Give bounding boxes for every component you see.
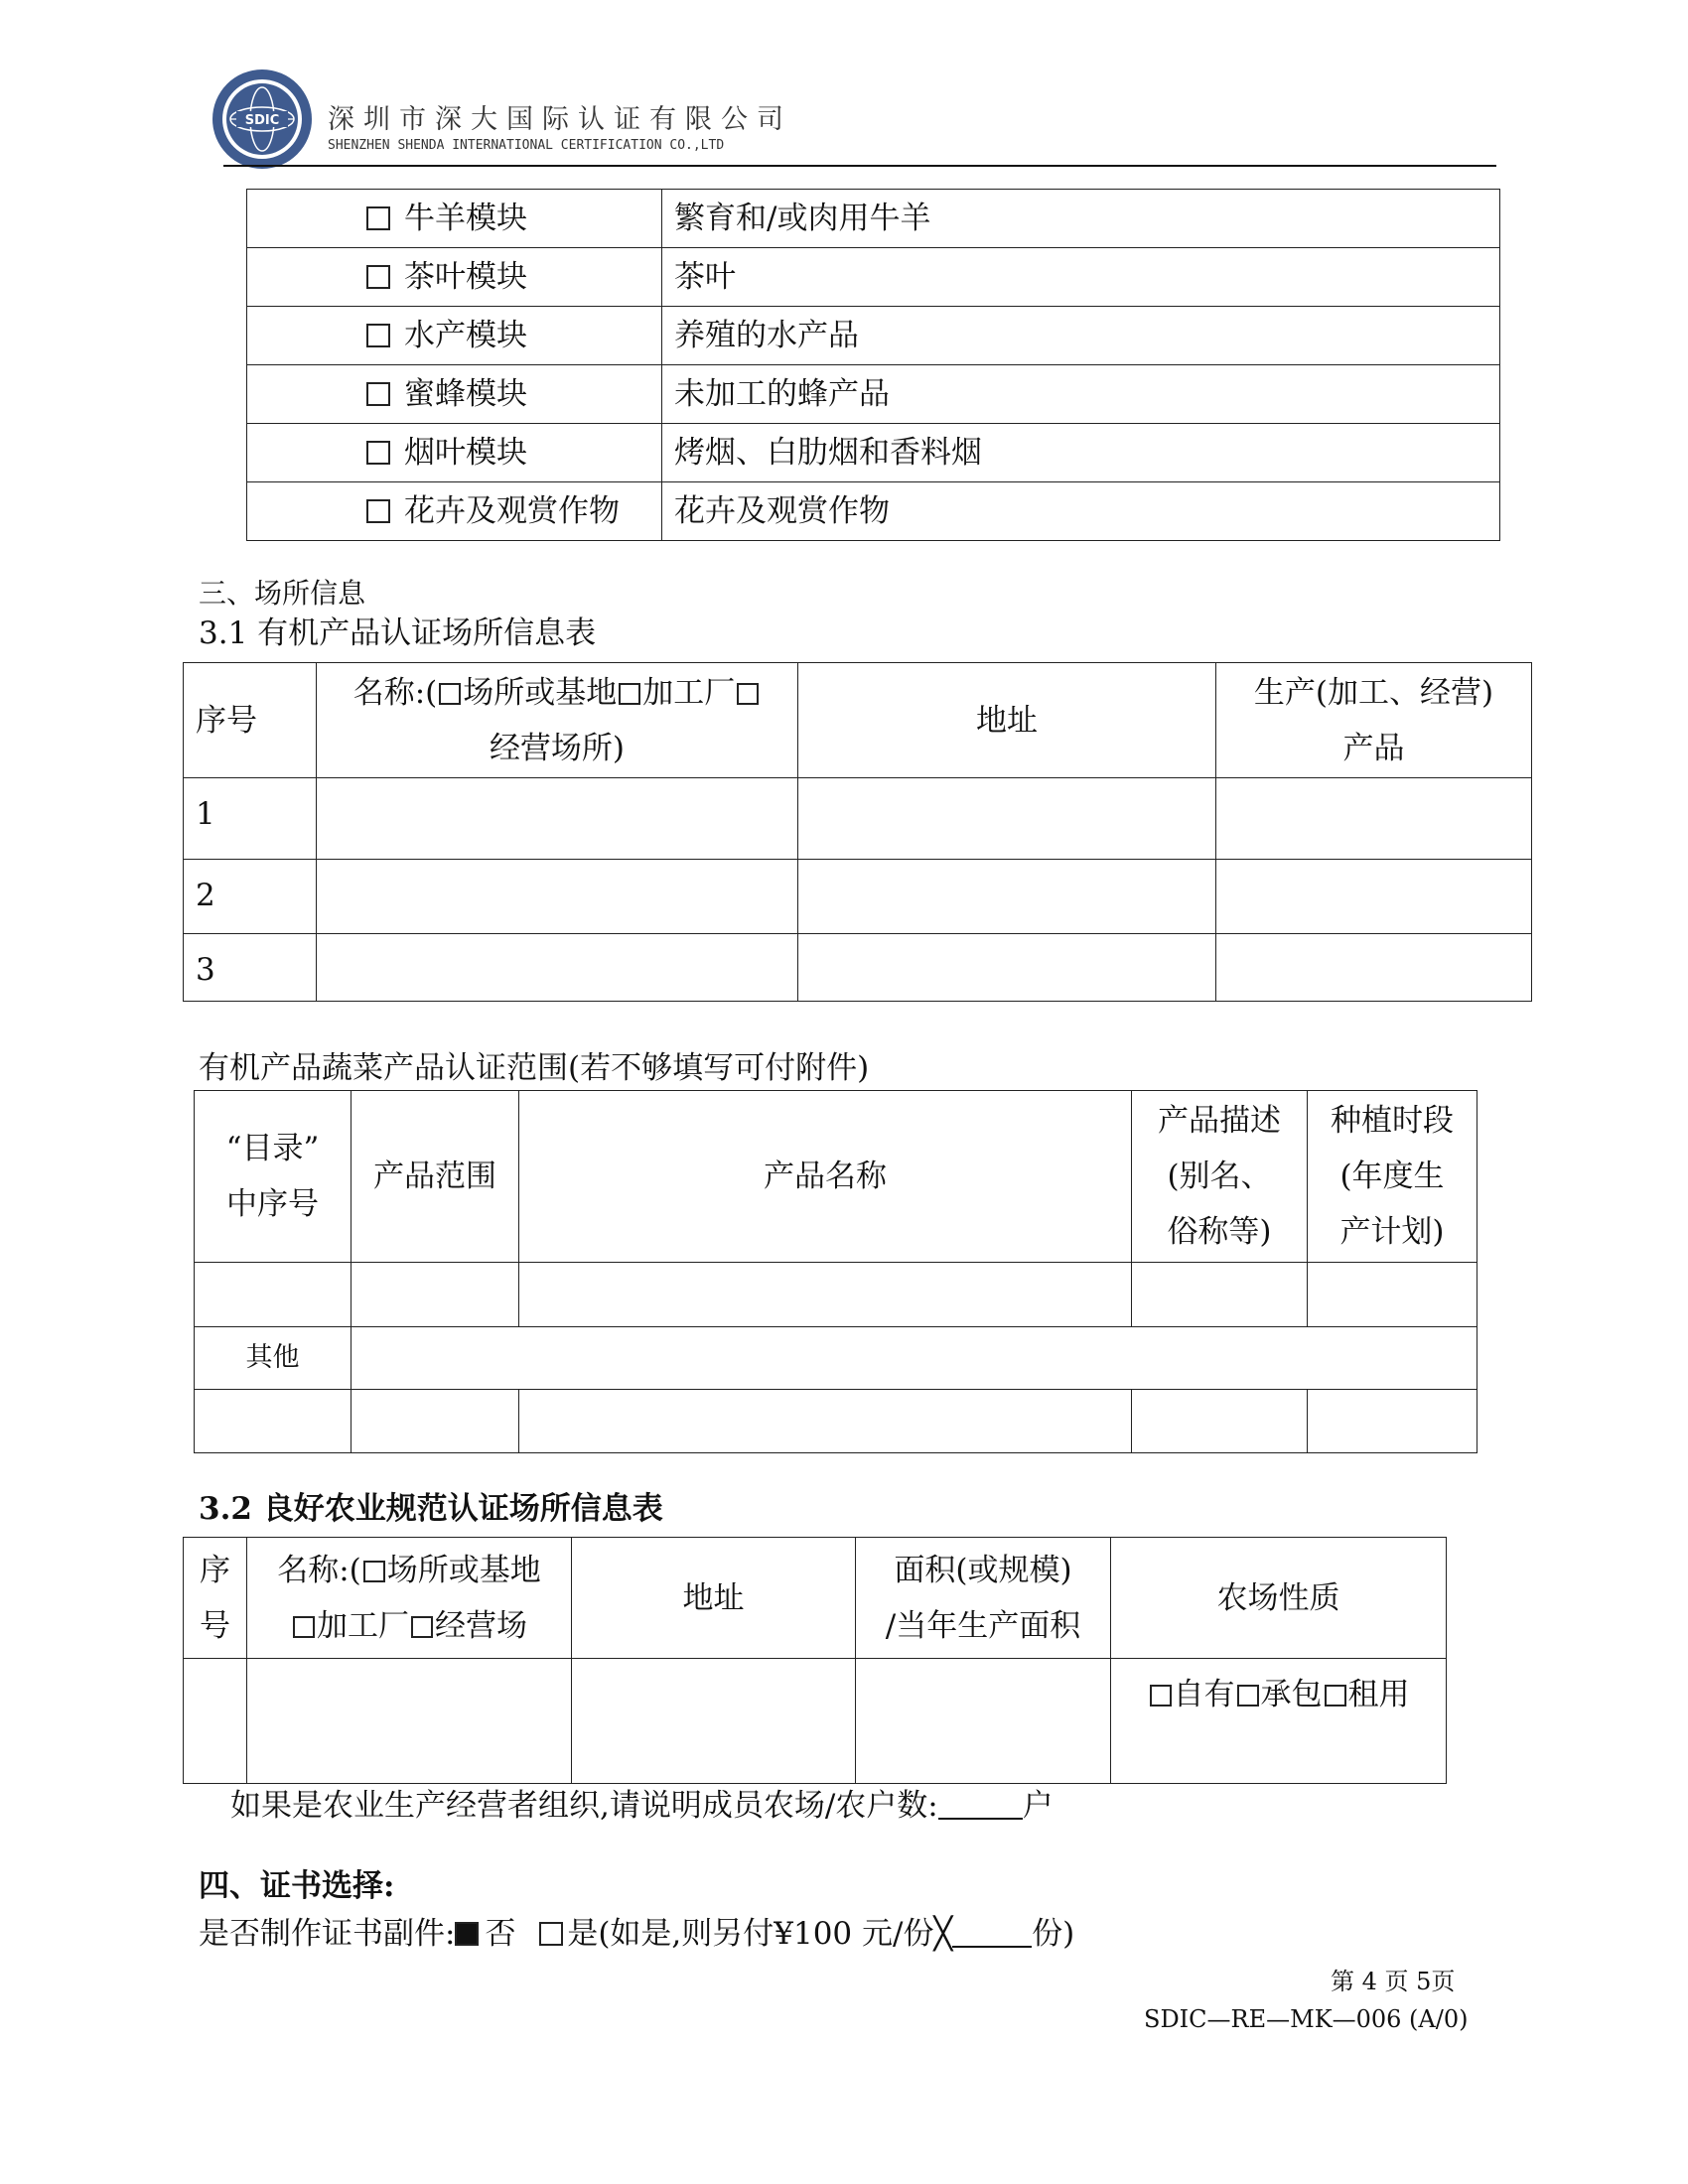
- certificate-copy-line: 是否制作证书副件: 否 是(如是,则另付¥100 元/份╳ 份): [199, 1916, 1075, 1952]
- multiply-sign: ╳: [933, 1916, 953, 1952]
- company-name-en: SHENZHEN SHENDA INTERNATIONAL CERTIFICATION CO.,LTD: [328, 138, 725, 153]
- module-scope: 烤烟、白肋烟和香料烟: [662, 424, 1500, 482]
- table-row: [184, 860, 1532, 934]
- module-cell: 水产模块: [247, 307, 662, 365]
- veg-scope-title: 有机产品蔬菜产品认证范围(若不够填写可付附件): [199, 1050, 870, 1086]
- col-address: 地址: [798, 663, 1216, 778]
- module-cell: 蜜蜂模块: [247, 365, 662, 424]
- table-row: [247, 190, 1500, 248]
- other-cell[interactable]: [352, 1327, 1477, 1390]
- owned-checkbox[interactable]: [1150, 1685, 1172, 1706]
- name-cell[interactable]: [317, 860, 798, 934]
- module-checkbox[interactable]: [366, 206, 390, 230]
- name-cell[interactable]: [317, 778, 798, 860]
- company-name-cn: 深圳市深大国际认证有限公司: [328, 104, 792, 135]
- row-number: 3: [184, 934, 317, 1002]
- col-address: 地址: [572, 1538, 856, 1659]
- page-number: 第 4 页 5页: [1331, 1968, 1456, 1995]
- module-cell: 花卉及观赏作物: [247, 482, 662, 541]
- address-cell[interactable]: [798, 778, 1216, 860]
- product-cell[interactable]: [1216, 934, 1532, 1002]
- copies-count-field[interactable]: [952, 1918, 1032, 1948]
- organic-sites-table: [183, 662, 1532, 1002]
- col-product-range: 产品范围: [352, 1091, 519, 1263]
- table-row: [184, 778, 1532, 860]
- contracted-checkbox[interactable]: [1237, 1685, 1259, 1706]
- module-scope: 茶叶: [662, 248, 1500, 307]
- module-cell: 牛羊模块: [247, 190, 662, 248]
- table-row: [247, 365, 1500, 424]
- module-scope: 繁育和/或肉用牛羊: [662, 190, 1500, 248]
- module-table: [246, 189, 1500, 541]
- module-checkbox[interactable]: [366, 382, 390, 406]
- col-product-desc: 产品描述 (别名、 俗称等): [1132, 1091, 1308, 1263]
- col-planting-period: 种植时段 (年度生 产计划): [1308, 1091, 1477, 1263]
- logo-text: SDIC: [244, 113, 280, 128]
- address-cell[interactable]: [798, 934, 1216, 1002]
- veg-scope-table: [194, 1090, 1477, 1453]
- product-cell[interactable]: [1216, 778, 1532, 860]
- document-code: SDIC—RE—MK—006 (A/0): [1144, 2005, 1469, 2033]
- table-row: [247, 482, 1500, 541]
- business-site-checkbox[interactable]: [737, 683, 759, 705]
- table31-title: 3.1 有机产品认证场所信息表: [199, 615, 597, 651]
- module-scope: 未加工的蜂产品: [662, 365, 1500, 424]
- table-row: [195, 1327, 1477, 1390]
- members-line: 如果是农业生产经营者组织,请说明成员农场/农户数: 户: [230, 1788, 1054, 1824]
- company-logo: [211, 68, 314, 171]
- gap-sites-table: [183, 1537, 1447, 1784]
- table-row: [247, 248, 1500, 307]
- table-header-row: [184, 1538, 1447, 1659]
- module-scope: 花卉及观赏作物: [662, 482, 1500, 541]
- business-site-checkbox[interactable]: [411, 1616, 433, 1638]
- module-checkbox[interactable]: [366, 441, 390, 465]
- members-count-field[interactable]: [938, 1790, 1023, 1820]
- option-no-checkbox[interactable]: [455, 1922, 479, 1946]
- table-row: [247, 424, 1500, 482]
- table-header-row: [184, 663, 1532, 778]
- col-catalog-number: “目录” 中序号: [195, 1091, 352, 1263]
- table32-title: 3.2 良好农业规范认证场所信息表: [199, 1491, 663, 1527]
- col-area: 面积(或规模) /当年生产面积: [856, 1538, 1111, 1659]
- section4-heading: 四、证书选择:: [199, 1868, 395, 1904]
- table-header-row: [195, 1091, 1477, 1263]
- module-scope: 养殖的水产品: [662, 307, 1500, 365]
- other-label: 其他: [195, 1327, 352, 1390]
- table-row: [195, 1390, 1477, 1453]
- col-product-name: 产品名称: [519, 1091, 1132, 1263]
- table-row: [195, 1263, 1477, 1327]
- module-checkbox[interactable]: [366, 265, 390, 289]
- col-product: 生产(加工、经营) 产品: [1216, 663, 1532, 778]
- rented-checkbox[interactable]: [1325, 1685, 1346, 1706]
- table-row: [184, 934, 1532, 1002]
- header-divider: [223, 165, 1496, 167]
- module-cell: 茶叶模块: [247, 248, 662, 307]
- module-checkbox[interactable]: [366, 324, 390, 347]
- factory-checkbox[interactable]: [619, 683, 640, 705]
- option-yes-checkbox[interactable]: [539, 1922, 563, 1946]
- factory-checkbox[interactable]: [293, 1616, 315, 1638]
- product-cell[interactable]: [1216, 860, 1532, 934]
- farm-nature-options: 自有 承包 租用: [1111, 1659, 1447, 1784]
- site-type-checkbox[interactable]: [439, 683, 461, 705]
- col-name: 名称:( 场所或基地 加工厂 经营场所): [317, 663, 798, 778]
- row-number: 1: [184, 778, 317, 860]
- name-cell[interactable]: [317, 934, 798, 1002]
- module-cell: 烟叶模块: [247, 424, 662, 482]
- col-seq: 序号: [184, 663, 317, 778]
- table-row: [247, 307, 1500, 365]
- site-type-checkbox[interactable]: [363, 1561, 385, 1582]
- col-name: 名称:( 场所或基地 加工厂 经营场: [247, 1538, 572, 1659]
- table-row: [184, 1659, 1447, 1784]
- address-cell[interactable]: [798, 860, 1216, 934]
- row-number: 2: [184, 860, 317, 934]
- col-seq: 序 号: [184, 1538, 247, 1659]
- module-checkbox[interactable]: [366, 499, 390, 523]
- col-farm-nature: 农场性质: [1111, 1538, 1447, 1659]
- section3-heading: 三、场所信息: [199, 577, 366, 610]
